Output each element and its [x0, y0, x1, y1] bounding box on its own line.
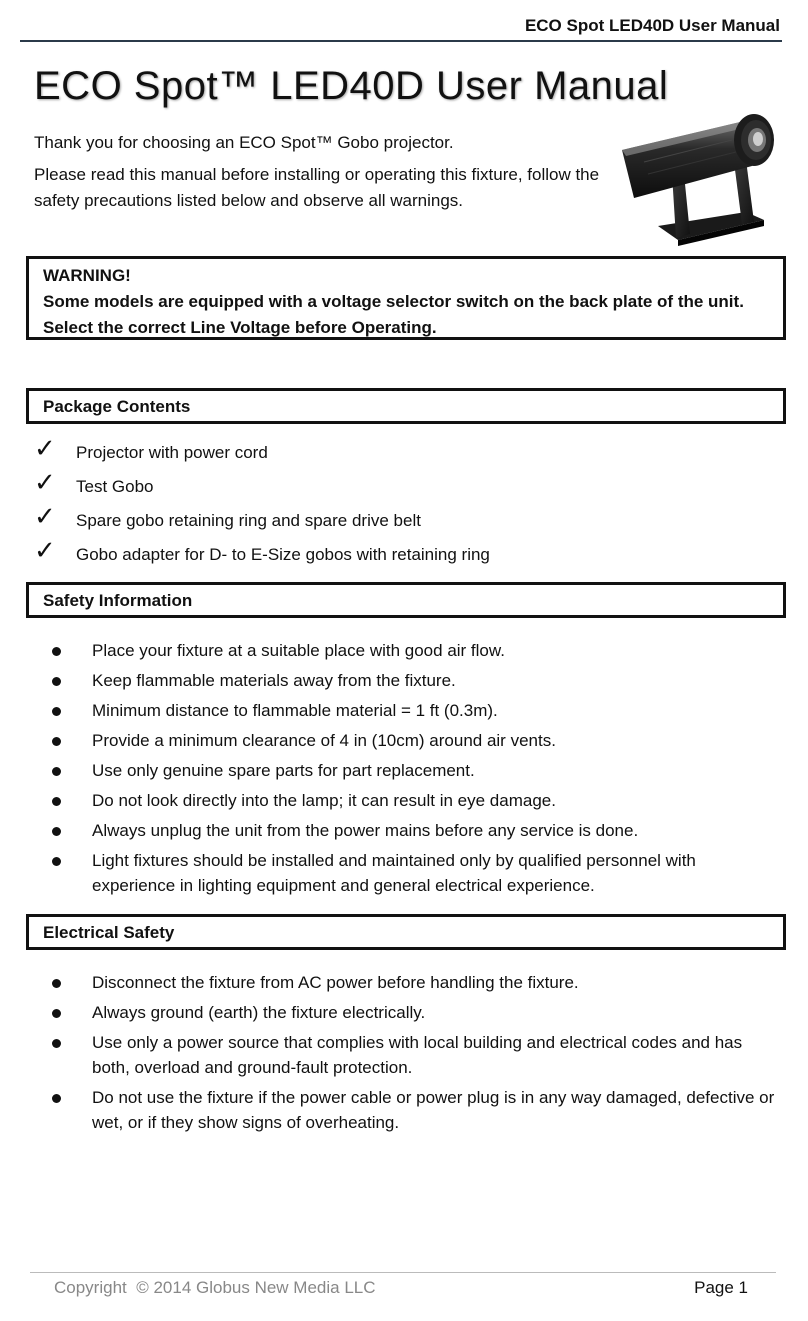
electrical-item-text: Disconnect the fixture from AC power before handling the fixture. — [92, 973, 579, 992]
safety-item-text: Do not look directly into the lamp; it can result in eye damage. — [92, 791, 556, 810]
package-item-text: Spare gobo retaining ring and spare drive belt — [76, 511, 421, 530]
list-item — [48, 788, 778, 813]
intro-line-2: Please read this manual before installing or operating this fixture, follow the safety precautions listed below and observe all warnings. — [34, 165, 600, 210]
safety-item-text: Provide a minimum clearance of 4 in (10cm) around air vents. — [92, 731, 556, 750]
header-divider — [20, 40, 782, 42]
list-item — [48, 1085, 778, 1135]
bullet-icon — [52, 677, 61, 686]
bullet-icon — [52, 857, 61, 866]
check-icon: ✓ — [34, 468, 56, 498]
list-item — [48, 970, 778, 995]
package-item-text: Projector with power cord — [76, 443, 268, 462]
bullet-icon — [52, 979, 61, 988]
list-item — [34, 538, 490, 572]
footer-copyright: Copyright © 2014 Globus New Media LLC — [54, 1278, 376, 1297]
safety-information-heading: Safety Information — [26, 582, 786, 618]
electrical-item-text: Use only a power source that complies with local building and electrical codes and has both, overload and ground-fault protection. — [92, 1033, 743, 1077]
package-item-text: Test Gobo — [76, 477, 154, 496]
list-item — [48, 758, 778, 783]
list-item — [48, 698, 778, 723]
list-item — [48, 1000, 778, 1025]
check-icon: ✓ — [34, 434, 56, 464]
bullet-icon — [52, 1009, 61, 1018]
list-item — [34, 504, 490, 538]
electrical-safety-heading: Electrical Safety — [26, 914, 786, 950]
warning-heading: WARNING! — [43, 266, 131, 285]
list-item — [48, 638, 778, 663]
check-icon: ✓ — [34, 502, 56, 532]
footer-divider — [30, 1272, 776, 1273]
electrical-item-text: Always ground (earth) the fixture electrically. — [92, 1003, 426, 1022]
list-item — [48, 1030, 778, 1080]
bullet-icon — [52, 647, 61, 656]
electrical-item-text: Do not use the fixture if the power cable or power plug is in any way damaged, defective or wet, or if they show signs of overheating. — [92, 1088, 775, 1132]
list-item — [34, 470, 490, 504]
page-title: ECO Spot™ LED40D User Manual — [34, 64, 669, 108]
electrical-safety-list — [48, 970, 778, 1140]
warning-box — [26, 256, 786, 340]
bullet-icon — [52, 1039, 61, 1048]
safety-item-text: Place your fixture at a suitable place with good air flow. — [92, 641, 505, 660]
safety-item-text: Always unplug the unit from the power mains before any service is done. — [92, 821, 639, 840]
list-item — [48, 818, 778, 843]
list-item — [48, 668, 778, 693]
package-contents-heading: Package Contents — [26, 388, 786, 424]
list-item — [48, 728, 778, 753]
bullet-icon — [52, 737, 61, 746]
safety-item-text: Light fixtures should be installed and maintained only by qualified personnel with experience in lighting equipment and general electrical experience. — [92, 851, 696, 895]
projector-product-image — [614, 104, 782, 250]
bullet-icon — [52, 797, 61, 806]
safety-item-text: Keep flammable materials away from the fixture. — [92, 671, 456, 690]
bullet-icon — [52, 827, 61, 836]
intro-line-1: Thank you for choosing an ECO Spot™ Gobo projector. — [34, 133, 454, 152]
check-icon: ✓ — [34, 536, 56, 566]
bullet-icon — [52, 767, 61, 776]
safety-item-text: Minimum distance to flammable material = 1 ft (0.3m). — [92, 701, 498, 720]
safety-information-list — [48, 638, 778, 903]
running-header: ECO Spot LED40D User Manual — [524, 16, 780, 35]
safety-item-text: Use only genuine spare parts for part replacement. — [92, 761, 475, 780]
package-item-text: Gobo adapter for D- to E-Size gobos with retaining ring — [76, 545, 490, 564]
list-item — [48, 848, 778, 898]
list-item — [34, 436, 490, 470]
warning-text: Some models are equipped with a voltage selector switch on the back plate of the unit. Select the correct Line Voltage before Operating. — [43, 292, 744, 337]
intro — [34, 130, 604, 220]
package-contents-list — [34, 436, 490, 572]
bullet-icon — [52, 707, 61, 716]
bullet-icon — [52, 1094, 61, 1103]
page-number: Page 1 — [694, 1278, 748, 1297]
